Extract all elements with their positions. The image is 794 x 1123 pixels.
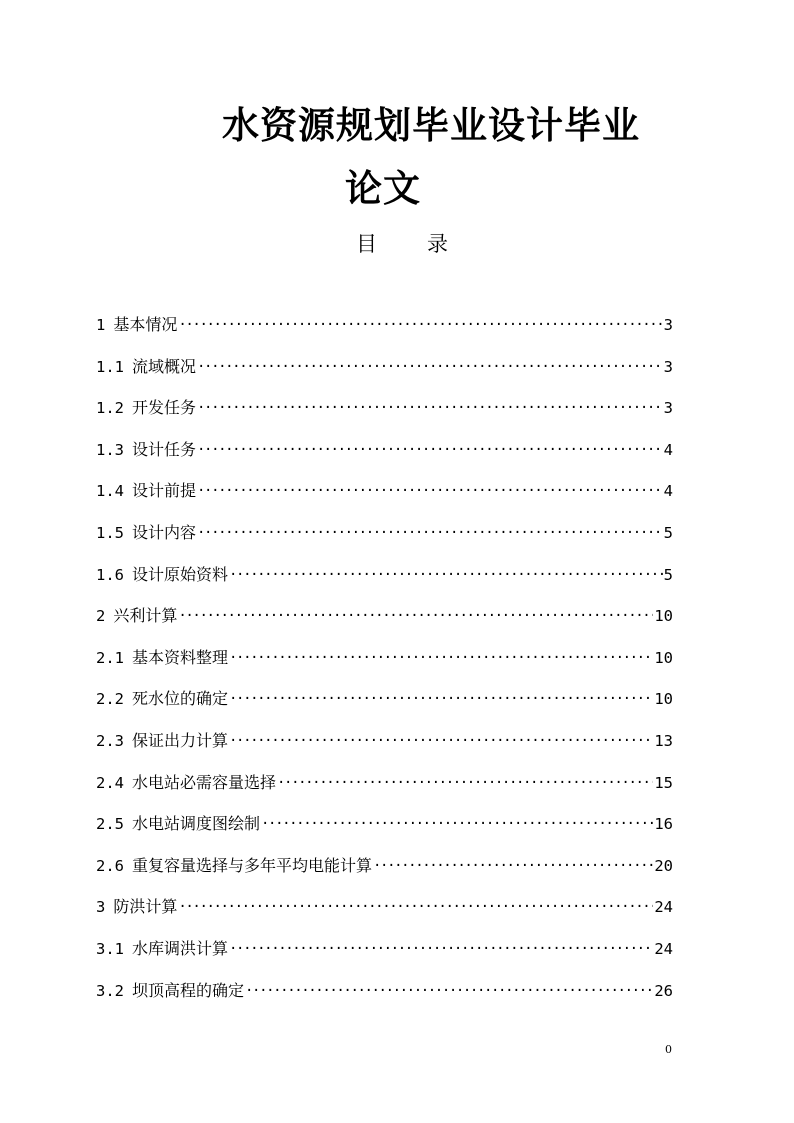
toc-entry-text	[96, 896, 178, 918]
toc-heading: 目录	[356, 232, 498, 256]
toc-entry-number: 3.1	[96, 939, 124, 958]
toc-entry-text	[96, 522, 197, 544]
toc-entry-text	[96, 980, 245, 1002]
toc-entry[interactable]	[96, 772, 673, 814]
toc-dot-leader	[373, 855, 653, 877]
toc-entry-number: 1.3	[96, 440, 124, 459]
toc-entry[interactable]	[96, 314, 673, 356]
toc-entry-number: 3	[96, 898, 106, 917]
toc-entry-number: 2.1	[96, 648, 124, 667]
toc-entry-page: 5	[663, 523, 673, 542]
toc-entry-page: 5	[663, 565, 673, 584]
toc-entry-number: 3.2	[96, 981, 124, 1000]
toc-entry-page: 10	[654, 607, 673, 626]
toc-entry-number: 2.3	[96, 731, 124, 750]
toc-entry-page: 24	[654, 898, 673, 917]
toc-entry-text	[96, 397, 197, 419]
toc-entry-text	[96, 564, 229, 586]
toc-entry[interactable]	[96, 813, 673, 855]
toc-entry-page: 3	[663, 357, 673, 376]
toc-entry-text	[96, 480, 197, 502]
toc-entry[interactable]	[96, 480, 673, 522]
toc-dot-leader	[229, 730, 653, 752]
toc-dot-leader	[197, 397, 663, 419]
toc-dot-leader	[178, 605, 653, 627]
toc-entry-label: 水电站必需容量选择	[132, 772, 277, 792]
toc-entry[interactable]	[96, 356, 673, 398]
toc-entry-page: 15	[654, 773, 673, 792]
toc-entry-page: 20	[654, 856, 673, 875]
toc-entry-label: 死水位的确定	[132, 689, 229, 709]
toc-entry-number: 1.1	[96, 357, 124, 376]
toc-entry-label: 设计原始资料	[132, 564, 229, 584]
toc-dot-leader	[178, 314, 662, 336]
toc-dot-leader	[197, 356, 663, 378]
toc-entry[interactable]	[96, 397, 673, 439]
toc-entry-text	[96, 605, 178, 627]
toc-entry-number: 1.4	[96, 482, 124, 501]
toc-entry-label: 基本情况	[113, 315, 178, 334]
toc-entry[interactable]	[96, 647, 673, 689]
toc-dot-leader	[261, 813, 653, 835]
toc-entry-page: 4	[663, 482, 673, 501]
toc-entry-number: 2.6	[96, 856, 124, 875]
toc-entry-label: 设计任务	[132, 439, 197, 459]
toc-entry-label: 保证出力计算	[132, 730, 229, 750]
toc-dot-leader	[229, 688, 653, 710]
toc-entry-page: 24	[654, 939, 673, 958]
toc-entry-label: 坝顶高程的确定	[132, 980, 245, 1000]
toc-entry[interactable]	[96, 730, 673, 772]
toc-entry-text	[96, 356, 197, 378]
toc-entry-number: 2.4	[96, 773, 124, 792]
toc-entry-label: 水库调洪计算	[132, 938, 229, 958]
toc-entry[interactable]	[96, 688, 673, 730]
toc-dot-leader	[277, 772, 653, 794]
toc-entry-number: 2.2	[96, 690, 124, 709]
toc-dot-leader	[229, 564, 663, 586]
toc-entry-text	[96, 647, 229, 669]
toc-entry-number: 2.5	[96, 815, 124, 834]
toc-entry[interactable]	[96, 439, 673, 481]
toc-entry[interactable]	[96, 980, 673, 1022]
toc-entry-text	[96, 314, 178, 336]
toc-entry[interactable]	[96, 605, 673, 647]
toc-entry[interactable]	[96, 938, 673, 980]
toc-entry-page: 3	[663, 316, 673, 334]
toc-entry-label: 设计内容	[132, 522, 197, 542]
toc-entry-label: 开发任务	[132, 398, 197, 418]
toc-entry[interactable]	[96, 522, 673, 564]
document-title-line-2: 论文	[345, 167, 421, 210]
toc-entry-text	[96, 772, 277, 794]
toc-entry-text	[96, 938, 229, 960]
toc-dot-leader	[197, 439, 663, 461]
toc-dot-leader	[229, 938, 653, 960]
page-number: 0	[665, 1043, 672, 1056]
toc-entry-text	[96, 730, 229, 752]
toc-entry-label: 重复容量选择与多年平均电能计算	[132, 855, 373, 875]
table-of-contents	[96, 314, 673, 1021]
toc-entry-number: 2	[96, 607, 106, 626]
toc-dot-leader	[197, 522, 663, 544]
toc-dot-leader	[178, 896, 653, 918]
toc-entry-page: 13	[654, 731, 673, 750]
toc-entry-page: 4	[663, 440, 673, 459]
document-title-line-1: 水资源规划毕业设计毕业	[222, 104, 640, 147]
toc-entry-text	[96, 439, 197, 461]
toc-entry[interactable]	[96, 564, 673, 606]
toc-entry-text	[96, 688, 229, 710]
toc-entry-label: 流域概况	[132, 356, 197, 376]
toc-entry-number: 1	[96, 316, 106, 334]
toc-entry-text	[96, 855, 373, 877]
toc-entry-label: 基本资料整理	[132, 647, 229, 667]
toc-entry-number: 1.5	[96, 523, 124, 542]
toc-entry-number: 1.6	[96, 565, 124, 584]
toc-entry-page: 10	[654, 648, 673, 667]
toc-entry-page: 3	[663, 399, 673, 418]
toc-dot-leader	[197, 480, 663, 502]
toc-entry[interactable]	[96, 855, 673, 897]
toc-entry-label: 水电站调度图绘制	[132, 814, 261, 834]
toc-entry-page: 10	[654, 690, 673, 709]
toc-entry-page: 16	[654, 815, 673, 834]
toc-entry-page: 26	[654, 981, 673, 1000]
toc-entry[interactable]	[96, 896, 673, 938]
toc-entry-label: 兴利计算	[113, 606, 178, 626]
toc-entry-number: 1.2	[96, 399, 124, 418]
toc-entry-label: 设计前提	[132, 481, 197, 501]
toc-entry-label: 防洪计算	[113, 897, 178, 917]
toc-dot-leader	[229, 647, 653, 669]
toc-dot-leader	[245, 980, 653, 1002]
toc-entry-text	[96, 813, 261, 835]
